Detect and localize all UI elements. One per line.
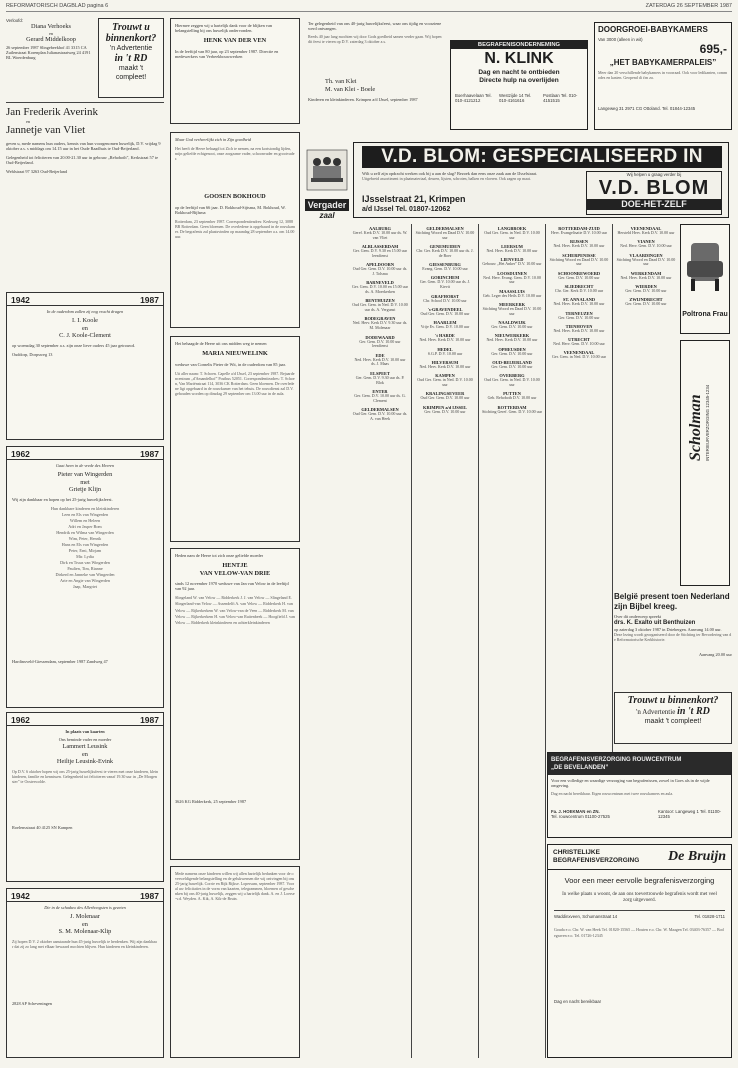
kerkdiensten-col3 — [480, 224, 544, 1058]
klink-contact2: Westzijde 14 Tel. 010-4161616 — [499, 93, 532, 104]
kerkdienst-details: Ned. Herv. Kerk D.V. 10.00 uur ds. J. Maas — [354, 356, 406, 367]
trouwt-ad — [98, 18, 164, 98]
trouwt-line4: in 't RD — [114, 53, 148, 64]
wingerden-text: Wij zijn dankbaar en hopen op het 25-jarig huwelijksfeest. — [12, 497, 113, 503]
kerkdienst-place: ENTER — [372, 388, 388, 394]
kerkdienst-place: RIJSSEN — [569, 239, 589, 245]
kerkdienst-details: Ned. Herv. Kerk D.V. 10.00 uur — [486, 248, 538, 254]
kerkdienst-place: VEENENDAAL — [563, 350, 595, 356]
kerkdienst-details: Ned. Herv. Kerk D.V. 10.00 uur — [553, 243, 605, 249]
klink-tag1: Dag en nacht te ontbieden — [478, 69, 560, 76]
blom-logo-sub: DOE-HET-ZELF — [587, 199, 721, 210]
kerkdienst-entry — [415, 391, 475, 401]
molenaar-anniversary: 1942 1987 Die in de schaduw des Allerhoogsten is gezeten J. Molenaar en S. M. Molenaar-Klip Zij hopen D.V. 2 oktober aanstaande hun 45-jarig huwelijk te herdenken. Wij zijn dankbaar dat zij zo lang met elkaar bewaard mochten blijven. Hun kinderen en kleinkinderen. 2828 AP Scheveningen — [6, 888, 164, 1058]
kerkdienst-place: APELDOORN — [365, 262, 395, 268]
kerkdienst-entry — [415, 262, 475, 272]
blom-text: Wilt u zelf zijn opdracht werken ook bij u aan de slag? Bezoek dan eens onze zaak aan de IJsselstraat. — [362, 171, 538, 176]
nieuwelink-notice: Het behaagde de Heere uit ons midden weg te nemen MARIA NIEUWELINK weduwe van Cornelis Pieter de Wit, in de ouderdom van 85 jaar. Uit aller naam: T. Schoen. Capelle a/d IJssel, 23 september 1987. Bejaardencentrum „d'Amandelhof” Postbus 52051. Correspondentieadres: T. Schoen, Van Mariënstraat 114, 3036 CK Rotterdam. Geen bloemen. De overledene ligt opgebaard in de rouwkamer van het tehuis. De rouwdienst zal D.V. gehouden worden op dinsdag 29 september om 13.00 uur in de aula. — [170, 336, 300, 542]
klink-name: N. KLINK — [484, 50, 554, 67]
belgie-notice: België present toen Nederland zijn Bijbel kreeg. Over dit onderwerp spreekt drs. K. Exalto uit Benthuizen op zaterdag 3 oktober 1987 in Driebergen. Aanvang 14.00 uur. Deze lezing wordt georganiseerd door de Stichting ter Bevordering van de Reformatorische Kerkhistorie. Aanvang 20.00 uur — [614, 592, 732, 658]
kerkdienst-place: TIENHOVEN — [565, 323, 593, 329]
kerkdienst-entry — [415, 307, 475, 317]
kerkdienst-entry — [616, 284, 676, 294]
kerkdienst-details: Chr. Ger. Kerk D.V. 10.00 uur ds. J. de Boer — [416, 248, 474, 258]
kerkdienst-details: Ned. Herv. Kerk D.V. 10.00 uur — [419, 364, 471, 370]
kerkdienst-entry — [482, 302, 542, 317]
year-end: 1987 — [140, 715, 159, 725]
kerkdienst-place: OUD-BEIJERLAND — [492, 360, 532, 366]
nieuwelink-name: MARIA NIEUWELINK — [202, 350, 268, 358]
averink-en: en — [26, 119, 31, 124]
kerkdienst-place: HAARLEM — [433, 320, 457, 326]
kerkdienst-details: Ned. Herv. Gem. D.V. 10.00 uur — [620, 243, 672, 249]
nieuwelink-details: weduwe van Cornelis Pieter de Wit, in de ouderdom van 85 jaar. — [175, 361, 286, 367]
blom-banner: V.D. BLOM: GESPECIALISEERD IN HOUT Wilt u zelf zijn opdracht werken ook bij u aan de slag? Bezoek dan eens onze zaak aan de IJsselstraat. Uitgebreid assortiment in plaatmateriaal, deuren, lijsten, schroten, balken en vloeren. Ook zagen op maat. IJsselstraat 21, Krimpen a/d IJssel Tel. 01807-12062 Wij helpen u graag verder bij V.D. BLOM DOE-HET-ZELF — [353, 142, 729, 218]
averink-address: Gelegenheid tot feliciteren van 20.00-21.30 uur in gebouw „Rehoboth”, Kerkstraat 57 te Oud-Beijerland. — [6, 155, 159, 166]
kerkdienst-entry — [549, 284, 609, 294]
doorgroei-ad: DOORGROEI-BABYKAMERS Van 3000 (alleen in wit) 695,- „HET BABYKAMERPALEIS” Meer dan 20 verschillende babykamers in voorraad. Ook voor ledikanten, commodes en kasten. Geopend di t/m za. Langeweg 31 2971 CG Ottoland. Tel. 01844-12345 — [594, 22, 732, 130]
debruijn-tel: Tel. 01828-1711 — [694, 914, 725, 919]
kerkdienst-place: LIENVELD — [500, 257, 524, 263]
averink-name2: Jannetje van Vliet — [6, 124, 86, 137]
kerkdienst-details: Ned. Herv. Kerk D.V. 10.00 uur — [486, 337, 538, 343]
blom-title: V.D. BLOM: GESPECIALISEERD IN HOUT — [362, 146, 722, 168]
kerkdienst-entry — [616, 271, 676, 281]
kerkdienst-place: ALBLASSERDAM — [361, 244, 399, 250]
herdenking-details: Kinderen en kleinkinderen. Krimpen a/d IJssel, september 1987 — [308, 97, 418, 102]
rouwcentrum-ad: BEGRAFENISVERZORGING ROUWCENTRUM „DE BEVELANDEN” Voor een volledige en waardige verzorging van begrafenissen, zowel in Goes als in de wijde omgeving. Dag en nacht bereikbaar. Eigen rouwcentrum met twee rouwkamers en aula. Fa. J. HOEKMAN en ZN. Tel. rouwcentrum 01100-27525 Kantoor: Langeweg 1 Tel. 01100-12345 — [547, 752, 732, 838]
kerkdienst-details: Ger. Gem. D.V. 10.00 uur — [625, 301, 667, 307]
trouwt-line2: binnenkort? — [105, 33, 157, 44]
kerkdienst-details: Ger. Gem. D.V. 10.00 uur — [491, 350, 533, 356]
kerkdienst-entry — [352, 244, 408, 259]
averink-footer: Wehlstraat 97 3263 Oud-Beijerland — [6, 169, 68, 175]
kerkdienst-place: BODEGRAVEN — [364, 316, 396, 322]
kerkdienst-details: Ger. Gem. D.V. 10.00 uur — [491, 364, 533, 370]
velow-text: Heden nam de Heere tot zich onze geliefde moeder — [175, 553, 264, 558]
kerkdiensten-col1 — [350, 224, 410, 994]
poltrona-ad — [680, 224, 730, 334]
blom-logo — [586, 171, 722, 215]
klink-tag2: Directe hulp na overlijden — [479, 77, 559, 84]
kerkdienst-place: BENTHUIZEN — [365, 298, 395, 304]
trouwt-line1: Trouwt u — [112, 22, 150, 33]
kerkdienst-details: Ned. Herv. Gem. D.V. 10.00 uur — [553, 341, 605, 347]
kerkdienst-entry — [415, 244, 475, 259]
kerkdienst-place: HEDEL — [437, 346, 453, 352]
molenaar-quote: Die in de schaduw des Allerhoogsten is gezeten — [44, 905, 126, 910]
scholman-title: Scholman — [687, 394, 704, 461]
kerkdienst-details: Stichting Woord en Daad D.V. 10.00 uur — [616, 256, 676, 267]
kerkdienst-entry — [352, 335, 408, 350]
groom-name: Gerard Middelkoop — [26, 35, 76, 43]
kerkdienst-entry — [415, 320, 475, 330]
vergaderzaal-sub: zaal — [319, 211, 335, 220]
kerkdienst-details: Ned. Herv. Kerk D.V. 9.30 uur ds. M. Molenaar — [352, 320, 408, 331]
rouwcentrum-sub: „DE BEVELANDEN” — [551, 765, 609, 771]
debruijn-slogan: Voor een meer eervolle begrafenisverzorging — [564, 876, 715, 885]
kerkdienst-place: ROTTERDAM-ZUID — [558, 226, 600, 231]
kerkdienst-place: VIANEN — [637, 239, 655, 245]
debruijn-address: Waddinxveen, Schumanstraat 14 — [554, 914, 618, 919]
kerkdienst-entry — [415, 226, 475, 241]
verloofd-label: Verloofd: — [6, 18, 23, 23]
kerkdienst-details: Geb. Leger des Heils D.V. 10.00 uur — [482, 292, 542, 298]
trouwt-ad-2 — [614, 692, 732, 744]
kerkdienst-entry — [482, 320, 542, 330]
kerkdienst-details: Ger. Gem. D.V. 10.00 uur ds. G. Clement — [354, 392, 406, 403]
kerkdienst-details: Ger. Gem. D.V. 10.00 uur ds. J. Kievit — [419, 279, 471, 290]
kerkdienst-entry — [549, 350, 609, 360]
doorgroei-price: 695,- — [699, 42, 727, 57]
kerkdienst-details: Ned. Herv. Kerk D.V. 10.00 uur — [620, 274, 672, 280]
bride-name: Diana Verhoeks — [31, 23, 71, 31]
kerkdienst-place: KRALINGSEVEER — [425, 391, 465, 397]
verloofd-notice — [6, 18, 96, 100]
trouwt-line3: 'n Advertentie — [109, 45, 153, 52]
trouwt2-line1: Trouwt u binnenkort? — [627, 695, 719, 706]
kerkdienst-place: GELDERMALSEN — [361, 406, 399, 412]
klink-firm: BEGRAFENISONDERNEMING — [451, 41, 587, 49]
klink-ad — [450, 40, 588, 130]
debruijn-ad: CHRISTELIJKE BEGRAFENISVERZORGING De Bruijn Voor een meer eervolle begrafenisverzorging In welke plaats u woont, de aan ons toevertrouwde begrafenis wordt met veel zorg uitgevoerd. Waddinxveen, Schumanstraat 14 Tel. 01828-1711 Gouda e.o. Chr. W. van Heek Tel. 01820-15565 — Houten e.o. Chr. W. Maagen Tel. 03403-76357 — Bodegraven e.o. Tel. 01726-12345 Dag en nacht bereikbaar — [547, 844, 732, 1058]
kerkdienst-place: 't HARDE — [435, 333, 455, 339]
velow-notice: Heden nam de Heere tot zich onze geliefde moeder HENTJE VAN VELOW-VAN DRIE sinds 12 november 1970 weduwe van Jan van Velow in de leeftijd van 92 jaar. Slingeland W. van Velow — Ridderkerk J. J. van Velow — Slingeland E. Slingerland-van Velow — Assendelft A. van Velow — Ridderkerk H. van Velow — Rijkerkerkem W. van Velow-van de Veen — Ridderkerk M. van Velow — Rijkerkerkem H. van Velow-van Ruitenbeek — Hoogfield J. van Velow — Ridderkerk kleinkinderen en achterkleinkinderen 3626 KG Ridderkerk, 25 september 1987 — [170, 548, 300, 860]
kerkdienst-place: GORINCHEM — [430, 275, 460, 281]
herdenking-names: Th. van Klei M. van Klei - Boele — [325, 78, 376, 93]
trouwt2-line4: maakt 't compleet! — [644, 718, 702, 725]
kerkdienst-entry — [415, 294, 475, 304]
bedankt-sub: In de leeftijd van 80 jaar, op 23 september 1987. Directie en medewerkers van Verbeekbouwwerken — [175, 48, 279, 59]
blom-logo-text: V.D. BLOM — [598, 177, 710, 200]
kerkdienst-entry — [616, 297, 676, 307]
kerkdienst-entry — [415, 275, 475, 290]
scholman-ad — [680, 340, 730, 586]
page-header — [6, 3, 732, 12]
velow-footer: 3626 KG Ridderkerk, 25 september 1987 — [175, 799, 247, 805]
kerkdienst-entry — [616, 253, 676, 268]
kerkdienst-entry — [352, 298, 408, 313]
koole-text: op woensdag 30 september a.s. zijn onze lieve ouders 45 jaar getrouwd. — [12, 343, 136, 349]
kerkdienst-place: GELDERMALSEN — [426, 226, 464, 231]
kerkdienst-place: WIERDEN — [635, 283, 657, 289]
armchair-illustration — [681, 225, 729, 305]
kerkdienst-details: Chr. Ger. Kerk D.V. 10.00 uur — [554, 287, 604, 293]
kerkdienst-place: VLAARDINGEN — [629, 252, 663, 258]
kerkdienst-entry — [549, 337, 609, 347]
leusink-sub: Ons beminde vader en moeder — [58, 737, 112, 743]
kerkdiensten-col4 — [547, 224, 611, 794]
kerkdienst-details: Oud Ger. Gem. in Ned. D.V. 10.00 uur — [484, 377, 540, 388]
rouwcentrum-contact3: Kantoor: Langeweg 1 Tel. 01100-12345 — [658, 809, 721, 820]
kerkdienst-details: Ger. Gem. D.V. 10.00 uur leesdienst — [359, 338, 401, 349]
kerkdienst-details: Gebouw „Het Anker” D.V. 10.00 uur — [482, 261, 542, 267]
koole-names: I. I. Koole en C. J. Koole-Clement — [59, 317, 111, 339]
kerkdienst-place: SCHERPENISSE — [562, 252, 596, 258]
kerkdienst-place: SCHOONREWOERD — [557, 270, 601, 276]
kerkdienst-details: Oud Ger. Gem. in Ned. D.V. 10.00 uur — [484, 230, 540, 240]
kerkdienst-entry — [616, 239, 676, 249]
rouwcentrum-text: Voor een volledige en waardige verzorging van begrafenissen, zowel in Goes als in de wijde omgeving. — [551, 778, 710, 789]
kerkdienst-entry — [549, 271, 609, 281]
goosen-details: op de leeftijd van 66 jaar. D. Bokhoud-Sijtsma, M. Bokhoud, W. Bokhoud-Bijlsma — [175, 204, 286, 215]
velow-details: sinds 12 november 1970 weduwe van Jan van Velow in de leeftijd van 92 jaar. — [175, 580, 289, 591]
vergaderzaal-ad — [305, 148, 349, 226]
kerkdienst-entry — [352, 353, 408, 368]
kerkdienst-entry — [482, 360, 542, 370]
kerkdienst-entry — [352, 389, 408, 404]
trouwt-line6: compleet! — [115, 74, 147, 81]
rouwcentrum-contact1: Fa. J. HOEKMAN en ZN. — [551, 809, 600, 815]
leusink-quote: In plaats van kaarten — [65, 729, 105, 734]
kerkdienst-details: Oud Ger. Gem. D.V. 10.00 uur ds. J. Tolsma — [352, 266, 408, 276]
kerkdienst-details: Ned. Herv. Kerk D.V. 10.00 uur — [553, 327, 605, 333]
kerkdienst-details: Ger. Gem. D.V. 9.30 en 15.00 uur leesdienst — [353, 248, 407, 258]
kerkdienst-place: OVERBERG — [499, 373, 525, 379]
kerkdienst-place: TERNEUZEN — [565, 310, 593, 316]
blom-logo-top: Wij helpen u graag verder bij — [626, 172, 682, 177]
koole-anniversary — [6, 292, 164, 440]
kerkdienst-entry — [549, 226, 609, 236]
trouwt2-line3: in 't RD — [677, 706, 710, 717]
blom-address2: a/d IJssel Tel. 01807-12062 — [362, 206, 451, 214]
kerkdienst-place: DODEWAARD — [365, 334, 395, 340]
kerkdienst-details: Chr. School D.V. 10.00 uur — [423, 297, 467, 303]
averink-notice — [6, 106, 164, 286]
kerkdienst-place: MEERKERK — [498, 302, 526, 308]
velow-name: HENTJE — [222, 562, 248, 570]
kerkdienst-place: LANGBROEK — [497, 226, 527, 231]
belgie-text: op zaterdag 3 oktober 1987 in Driebergen. Aanvang 14.00 uur. — [614, 627, 722, 633]
kerkdienst-details: Ger. Gem. D.V. 10.00 uur — [491, 324, 533, 330]
leusink-anniversary: 1962 1987 In plaats van kaarten Ons beminde vader en moeder Lammert Leusink en Heiltje Leusink-Evink Op D.V. 6 oktober hopen wij ons 25-jarig huwelijksfeest te vieren met onze kinderen, kleinkinderen, familie en kennissen. Gelegenheid tot feliciteren vanaf 19.30 uur in „De Morgenster” te Oosterwolde. Roelensstraat 40 4125 SN Kampen — [6, 712, 164, 882]
kerkdienst-details: Ned. Herv. Kerk D.V. 10.00 uur — [553, 301, 605, 307]
kerkdienst-place: LOOSDUINEN — [497, 270, 527, 276]
belgie-title: België present toen Nederland zijn Bijbel kreeg. — [614, 592, 730, 611]
corrie-notice: Mede namens onze kinderen willen wij allen hartelijk bedanken voor de overweldigende belangstelling en de gelukwensen die wij ontvingen bij ons 25-jarig huwelijk. Corrie en Rijk Rijkse. Lopersum, september 1987. Voor al uw felicitaties in de vorm van kaarten, telegrammen, bloemen of geschenken bij ons 40-jarig huwelijk, zeggen wij u hartelijk dank. A. en J. Loerse-v.d. Weyden. A. Kik, A. Kik-de Bruin. — [170, 866, 300, 1058]
kerkdienst-entry — [549, 253, 609, 268]
kerkdienst-entry — [482, 405, 542, 415]
kerkdienst-details: Ned. Herv. Evang. Gem. D.V. 10.00 uur — [483, 274, 541, 285]
kerkdienst-details: Ger. Gem. in Ned. D.V. 10.00 uur — [552, 354, 606, 360]
kerkdienst-details: Evang. Gem. D.V. 10.00 uur — [422, 266, 468, 272]
kerkdienst-entry — [482, 373, 542, 388]
kerkdienst-place: LEERSUM — [501, 244, 523, 250]
kerkdienst-place: PUTTEN — [503, 391, 521, 397]
poltrona-title: Poltrona Frau — [682, 311, 728, 318]
kerkdienst-details: Ger. Gem. D.V. 9.30 uur ds. P. Blok — [355, 374, 405, 385]
kerkdienst-details: Stichting Geref. Gem. D.V. 10.00 uur — [482, 408, 542, 414]
page-date: ZATERDAG 26 SEPTEMBER 1987 — [645, 3, 732, 9]
year-start: 1942 — [11, 891, 30, 901]
scholman-sub: INTERIEURVERZORGING 12345-1234 — [705, 384, 710, 461]
kerkdienst-details: Ger. Gem. D.V. 10.00 uur — [558, 274, 600, 280]
kerkdienst-details: Stichting Woord en Daad D.V. 10.00 uur — [415, 230, 475, 240]
en-label: en — [48, 30, 54, 36]
kerkdienst-details: Ger. Gem. D.V. 10.00 uur — [424, 408, 466, 414]
kerkdienst-place: ST. ANNALAND — [562, 297, 596, 303]
kerkdienst-details: Geref. Kerk D.V. 10.00 uur ds. W. van Vliet — [352, 230, 408, 240]
kerkdienst-details: Ned. Herv. Kerk D.V. 10.00 uur — [419, 337, 471, 343]
kerkdienst-place: EDE — [375, 352, 385, 358]
bedankt-text: Hiermee zeggen wij u hartelijk dank voor de blijken van belangstelling bij ons huwelijk ondervonden. — [175, 23, 273, 34]
kerkdienst-details: Oud Ger. Gem. in Ned. D.V. 10.00 uur — [417, 377, 473, 388]
kerkdienst-place: SLIEDRECHT — [564, 283, 594, 289]
kerkdienst-place: ROTTERDAM — [497, 404, 527, 410]
kerkdienst-details: Oud Ger. Gem. D.V. 10.00 uur ds. A. van Heek — [352, 410, 408, 421]
kerkdienst-entry — [482, 271, 542, 286]
kerkdienst-entry — [352, 316, 408, 331]
kerkdienst-entry — [415, 373, 475, 388]
kerkdienst-place: GRAFHORST — [431, 293, 459, 299]
kerkdienst-entry — [482, 226, 542, 241]
kerkdienst-place: VEENENDAAL — [630, 226, 662, 231]
leusink-names: Lammert Leusink en Heiltje Leusink-Evink — [56, 743, 114, 765]
kerkdienst-details: Ger. Gem. D.V. 10.00 en 15.00 uur ds. A. Moerkerken — [352, 284, 408, 295]
kerkdienst-details: S.G.P. D.V. 10.00 uur — [427, 350, 463, 356]
wingerden-footer: Hardinxveld-Giessendam, september 1987 Zandweg 47 — [12, 659, 108, 665]
goosen-name: GOOSEN BOKHOUD — [204, 193, 266, 201]
kerkdienst-place: 's-GRAVENDEEL — [427, 306, 463, 312]
kerkdienst-entry — [482, 289, 542, 299]
debruijn-title: CHRISTELIJKE — [553, 849, 600, 856]
kerkdienst-entry — [482, 333, 542, 343]
herdenking-notice: Ter gelegenheid van ons 40-jarig huwelijksfeest, waar ons tijdig en voorziene werd ontvangen. Reeds 40 jaar lang mochten wij door Gods goedheid samen verder gaan. Wij hopen dit feest te vieren op D.V. zaterdag 3 oktober a.s. Th. van Klei M. van Klei - Boele Kinderen en kleinkinderen. Krimpen a/d IJssel, september 1987 — [308, 21, 442, 102]
molenaar-footer: 2828 AP Scheveningen — [12, 1001, 52, 1007]
kerkdienst-place: ELSPEET — [370, 370, 390, 376]
blom-address1: IJsselstraat 21, Krimpen — [362, 194, 466, 205]
belgie-footer: Aanvang 20.00 uur — [698, 652, 732, 658]
kerkdienst-entry — [415, 360, 475, 370]
kerkdienst-entry — [549, 297, 609, 307]
kerkdienst-entry — [482, 244, 542, 254]
kerkdienst-details: Herv. Evangelisatie D.V. 10.00 uur — [551, 230, 607, 235]
debruijn-footer: Dag en nacht bereikbaar — [554, 999, 602, 1005]
kerkdienst-entry — [352, 407, 408, 422]
kerkdienst-entry — [616, 226, 676, 236]
kerkdienst-place: NAALDWIJK — [498, 320, 526, 326]
kerkdienst-place: ZWIJNDRECHT — [629, 297, 663, 303]
kerkdienst-place: UTRECHT — [568, 337, 590, 343]
kerkdienst-entry — [352, 262, 408, 277]
vergaderzaal-illustration — [305, 148, 349, 192]
kerkdienst-place: OPHEUSDEN — [498, 346, 526, 352]
debruijn-text: In welke plaats u woont, de aan ons toevertrouwde begrafenis wordt met veel zorg uitgevoerd. — [562, 892, 717, 903]
kerkdiensten-col5 — [614, 224, 678, 584]
kerkdienst-entry — [549, 324, 609, 334]
trouwt2-line2: 'n Advertentie — [636, 708, 676, 716]
rouwcentrum-title: BEGRAFENISVERZORGING ROUWCENTRUM — [551, 757, 682, 763]
doorgroei-address: Langeweg 31 2971 CG Ottoland. Tel. 01844-12345 — [598, 106, 696, 112]
kerkdienst-entry — [415, 333, 475, 343]
kerkdienst-place: HILVERSUM — [431, 360, 459, 366]
kerkdienst-entry — [549, 311, 609, 321]
verloofd-details: 26 september 1987 Slingebeekhof 41 3315 CA Zuilenstraat Korenplan Julianastraatweg 24 4191 BL Woerdenburg — [6, 45, 91, 61]
averink-name1: Jan Frederik Averink — [6, 106, 99, 118]
debruijn-title2: BEGRAFENISVERZORGING — [553, 857, 640, 864]
kerkdienst-entry — [352, 226, 408, 241]
paper-name: REFORMATORISCH DAGBLAD pagina 6 — [6, 3, 109, 9]
kerkdienst-details: Ger. Gem. D.V. 10.00 uur — [558, 314, 600, 320]
kerkdienst-place: GIESSENBURG — [429, 262, 461, 268]
kerkdienst-entry — [482, 347, 542, 357]
leusink-footer: Roelensstraat 40 4125 SN Kampen — [12, 825, 73, 831]
kerkdienst-details: Ger. Gem. D.V. 10.00 uur — [625, 287, 667, 293]
goosen-intro: Maar God verheerlijkt zich in Zijn goedheid — [175, 137, 252, 142]
wingerden-names: Pieter van Wingerden met Grietje Klijn — [57, 471, 113, 493]
kerkdienst-place: GENEMUIDEN — [429, 244, 461, 250]
bedankt-notice — [170, 18, 300, 124]
kerkdiensten-col2 — [413, 224, 477, 1058]
kerkdienst-entry — [352, 280, 408, 295]
klink-contact1: Boerhaavelaan Tel. 010-4121212 — [455, 93, 492, 104]
kerkdienst-entry — [415, 347, 475, 357]
velow-sub: VAN VELOW-VAN DRIE — [199, 569, 271, 577]
doorgroei-sub: Van 3000 (alleen in wit) — [598, 37, 643, 42]
kerkdienst-details: Vrije Ev. Gem. D.V. 10.00 uur — [420, 324, 470, 330]
kerkdienst-details: Geb. Rehoboth D.V. 10.00 uur — [487, 395, 537, 401]
belgie-speaker: drs. K. Exalto uit Benthuizen — [614, 620, 696, 627]
year-start: 1962 — [11, 715, 30, 725]
year-end: 1987 — [140, 891, 159, 901]
wingerden-quote: Gaat heen in de vrede des Heeren — [55, 463, 115, 468]
kerkdienst-place: AALBURG — [369, 226, 391, 231]
kerkdienst-entry — [549, 239, 609, 249]
herdenking-text: Ter gelegenheid van ons 40-jarig huwelijksfeest, waar ons tijdig en voorziene werd ontvangen. — [308, 21, 442, 32]
bedankt-names: HENK VAN DER VEN — [203, 37, 267, 45]
klink-contact3: Postlaan Tel. 010-4151515 — [543, 93, 578, 104]
kerkdienst-entry — [352, 371, 408, 386]
year-start: 1962 — [11, 449, 30, 459]
koole-footer: Ouddorp, Dorpsweg 13 — [12, 352, 53, 358]
kerkdienst-details: Oud Ger. Gem. in Ned. D.V. 10.00 uur ds. A. Vergunst — [352, 302, 408, 313]
year-end: 1987 — [140, 295, 159, 305]
doorgroei-title: DOORGROEI-BABYKAMERS — [598, 25, 708, 34]
kerkdienst-place: WERKENDAM — [630, 270, 662, 276]
averink-text: geven u, mede namens hun ouders, kennis van hun voorgenomen huwelijk, D.V. vrijdag 9 oktober a.s. s middags om 14.15 uur in het Oude Raadhuis te Oud-Beijerland. — [6, 141, 161, 152]
debruijn-name: De Bruijn — [668, 849, 726, 864]
vergaderzaal-title: Vergader — [305, 199, 349, 211]
kerkdienst-details: Stichting Woord en Daad D.V. 10.00 uur — [549, 256, 609, 267]
kerkdienst-place: NIEUWERKERK — [494, 333, 530, 339]
kerkdienst-place: BARNEVELD — [366, 280, 394, 286]
kerkdienst-details: Hersteld Herv. Kerk D.V. 10.00 uur — [617, 230, 675, 235]
trouwt-line5: maakt 't — [118, 65, 144, 72]
koole-quote: In de ouderdom zullen zij nog vrucht dragen — [46, 309, 124, 314]
kerkdienst-place: KRIMPEN a/d IJSSEL — [423, 404, 467, 410]
molenaar-names: J. Molenaar en S. M. Molenaar-Klip — [58, 913, 112, 935]
belgie-sub: Over dit onderwerp spreekt — [614, 614, 662, 619]
year-end: 1987 — [140, 449, 159, 459]
goosen-notice: Maar God verheerlijkt zich in Zijn goedheid Het heeft de Heere behaagd tot Zich te nemen, na een kortstondig lijden, mijn geliefde echtgenoot, onze zorgzame vader, schoonvader en grootvader. GOOSEN BOKHOUD op de leeftijd van 66 jaar. D. Bokhoud-Sijtsma, M. Bokhoud, W. Bokhoud-Bijlsma Rotterdam, 23 september 1987. Correspondentieadres: Kerkweg 12, 3088 BR Rotterdam. Geen bloemen. De overledene is opgebaard in de rouwkamer. De begrafenis zal plaatsvinden op maandag 28 september a.s. om 14.00 uur. — [170, 132, 300, 328]
kerkdienst-details: Stichting Woord en Daad D.V. 10.00 uur — [482, 306, 542, 316]
kerkdienst-place: KAMPEN — [435, 373, 455, 379]
wingerden-anniversary: 1962 1987 Gaat heen in de vrede des Heeren Pieter van Wingerden met Grietje Klijn Wij zijn dankbaar en hopen op het 25-jarig huwelijksfeest. Hun dankbare kinderen en kleinkinderen Leen en Els van Wingerden Willem en Heleen Adri en Jasper Bom Hendrik en Wilma van Wingerden Wim, Peter, Henrik Hans en Els van Wingerden Peter, Erni, Mirjam Mtr. Lydia Dirk en Truus van Wingerden Paulien, Tim, Rianne Dirkerd en Janneke van Wingerden Arie en Angie van Wingerden Jaap, Margriet Hardinxveld-Giessendam, september 1987 Zandweg 47 — [6, 446, 164, 708]
nieuwelink-text: Het behaagde de Heere uit ons midden weg te nemen — [175, 341, 267, 346]
kerkdienst-place: MAASSLUIS — [499, 288, 525, 294]
kerkdienst-details: Oud Ger. Gem. D.V. 10.00 uur — [420, 310, 470, 316]
kerkdienst-entry — [482, 257, 542, 267]
kerkdienst-entry — [482, 391, 542, 401]
doorgroei-slogan: „HET BABYKAMERPALEIS” — [609, 58, 717, 68]
kerkdienst-entry — [415, 405, 475, 415]
year-start: 1942 — [11, 295, 30, 305]
kerkdienst-details: Oud Ger. Gem. D.V. 10.00 uur — [420, 395, 470, 401]
rouwcentrum-contact2: Tel. rouwcentrum 01100-27525 — [551, 814, 610, 820]
